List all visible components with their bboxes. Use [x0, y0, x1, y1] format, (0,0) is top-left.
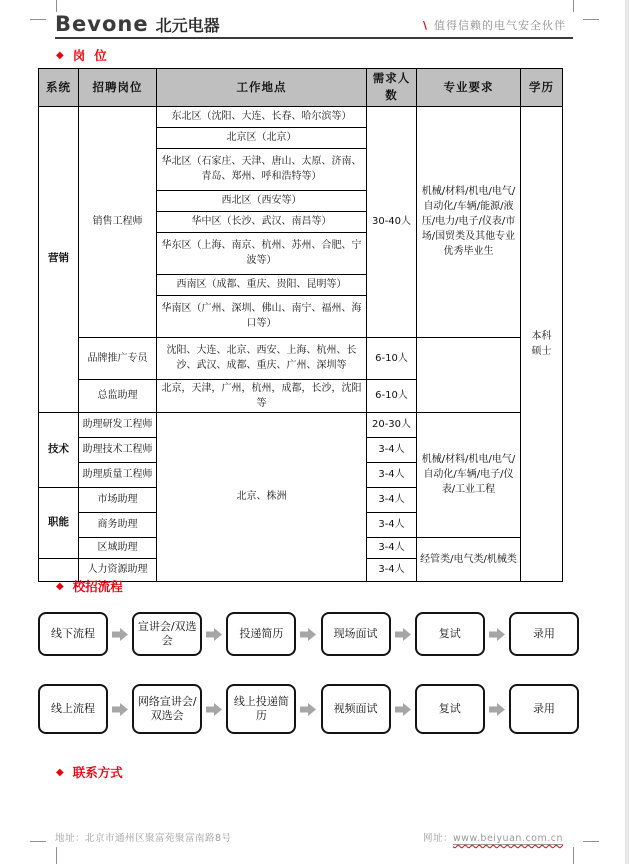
contact-title: 联系方式 — [72, 765, 123, 780]
col-header-major: 专业要求 — [417, 69, 521, 107]
table-row — [39, 106, 563, 127]
cell-system-tech: 技术 — [39, 412, 79, 487]
cell-location-tech-func: 北京、株洲 — [157, 412, 367, 581]
bevone-logo: Bevone — [55, 12, 149, 36]
cell-position-tech-eng: 助理技术工程师 — [79, 437, 157, 462]
crop-mark-top-left-h — [30, 19, 46, 20]
cell-headcount-rd: 20-30人 — [367, 412, 417, 437]
flow-step-label: 视频面试 — [333, 701, 378, 715]
col-header-system: 系统 — [39, 69, 79, 107]
cell-degree — [521, 106, 563, 581]
flow-step-offline-hire — [509, 612, 579, 656]
table-header-row — [39, 69, 563, 107]
cell-location-east: 华东区（上海、南京、杭州、苏州、合肥、宁波等） — [157, 232, 367, 274]
online-flow — [38, 684, 579, 734]
flow-step-label: 投递简历 — [239, 626, 284, 640]
cell-headcount-tech-eng: 3-4人 — [367, 437, 417, 462]
degree-line: 本科 — [531, 330, 552, 342]
degree-line: 硕士 — [531, 345, 552, 357]
arrow-right-icon — [300, 628, 316, 641]
footer-website — [423, 830, 563, 844]
jobs-table — [38, 68, 563, 582]
flow-step-label: 线上流程 — [51, 701, 95, 715]
cell-position-business: 商务助理 — [79, 512, 157, 537]
cell-position-market: 市场助理 — [79, 487, 157, 512]
cell-headcount-market: 3-4人 — [367, 487, 417, 512]
col-header-degree: 学历 — [521, 69, 563, 107]
cell-headcount-director: 6-10人 — [367, 379, 417, 412]
flow-step-offline-interview — [321, 612, 391, 656]
cell-major-empty — [417, 337, 521, 412]
flow-step-offline-resume — [226, 612, 296, 656]
diamond-icon: ◆ — [56, 766, 64, 778]
cell-system-marketing: 营销 — [39, 106, 79, 412]
arrow-right-icon — [489, 628, 505, 641]
flow-step-label: 线上投递简历 — [233, 694, 289, 722]
website-label: 网址： — [422, 833, 453, 844]
arrow-right-icon — [112, 628, 128, 641]
arrow-right-icon — [206, 703, 222, 716]
crop-mark-bottom-left-v — [56, 847, 57, 864]
table-row — [39, 412, 563, 437]
header-divider — [55, 37, 573, 39]
process-title: 校招流程 — [72, 579, 123, 594]
cell-location-beijing: 北京区（北京） — [157, 127, 367, 148]
cell-position-director: 总监助理 — [79, 379, 157, 412]
cell-location-north: 华北区（石家庄、天津、唐山、太原、济南、青岛、郑州、呼和浩特等） — [157, 148, 367, 190]
section-title-jobs — [56, 46, 116, 64]
cell-location-central: 华中区（长沙、武汉、南昌等） — [157, 211, 367, 232]
flow-step-online-resume — [226, 684, 296, 734]
cell-position-brand: 品牌推广专员 — [79, 337, 157, 379]
diamond-icon: ◆ — [56, 580, 64, 592]
arrow-right-icon — [395, 628, 411, 641]
flow-step-label: 复试 — [438, 701, 461, 715]
diamond-icon: ◆ — [56, 49, 64, 61]
flow-step-label: 录用 — [532, 701, 555, 715]
flow-step-online-start — [38, 684, 108, 734]
cell-headcount-quality: 3-4人 — [367, 462, 417, 487]
cell-location-southwest: 西南区（成都、重庆、贵阳、昆明等） — [157, 274, 367, 295]
arrow-right-icon — [489, 703, 505, 716]
flow-step-online-video-interview — [321, 684, 391, 734]
crop-mark-top-right-h — [583, 19, 599, 20]
cell-location-northwest: 西北区（西安等） — [157, 190, 367, 211]
cell-major-sales: 机械/材料/机电/电气/自动化/车辆/能源/液压/电力/电子/仪表/市场/国贸类及其他专业优秀毕业生 — [417, 106, 521, 337]
arrow-right-icon — [206, 628, 222, 641]
offline-flow — [38, 612, 579, 656]
cell-major-func: 经管类/电气类/机械类 — [417, 537, 521, 581]
cell-position-region: 区域助理 — [79, 537, 157, 558]
cell-location-south: 华南区（广州、深圳、佛山、南宁、福州、海口等） — [157, 295, 367, 337]
crop-mark-bottom-right-v — [573, 847, 574, 864]
flow-step-offline-start — [38, 612, 108, 656]
scrollbar[interactable] — [625, 0, 629, 864]
section-title-process — [56, 577, 123, 595]
arrow-right-icon — [300, 703, 316, 716]
crop-mark-top-right-v — [573, 0, 574, 12]
flow-step-online-hire — [509, 684, 579, 734]
slash-icon: \ — [422, 19, 428, 32]
flow-step-online-second-interview — [415, 684, 485, 734]
tagline — [423, 17, 566, 33]
cell-position-rd: 助理研发工程师 — [79, 412, 157, 437]
cell-system-func: 职能 — [39, 487, 79, 558]
cell-location-director: 北京，天津，广州，杭州，成都，长沙，沈阳等 — [157, 379, 367, 412]
col-header-location: 工作地点 — [157, 69, 367, 107]
col-header-headcount: 需求人数 — [367, 69, 417, 107]
flow-step-offline-fair — [132, 612, 202, 656]
footer-address: 地址：北京市通州区聚富苑聚富南路8号 — [55, 833, 232, 844]
jobs-title: 岗位 — [72, 48, 116, 63]
flow-step-online-fair — [132, 684, 202, 734]
cell-position-quality: 助理质量工程师 — [79, 462, 157, 487]
cell-headcount-hr: 3-4人 — [367, 558, 417, 581]
website-link[interactable]: www.beiyuan.com.cn — [452, 833, 563, 844]
cell-headcount-sales: 30-40人 — [367, 106, 417, 337]
cell-major-tech: 机械/材料/机电/电气/自动化/车辆/电子/仪表/工业工程 — [417, 412, 521, 537]
flow-step-label: 复试 — [438, 626, 461, 640]
flow-step-offline-second-interview — [415, 612, 485, 656]
flow-step-label: 线下流程 — [51, 626, 95, 640]
section-title-contact — [56, 763, 123, 781]
flow-step-label: 现场面试 — [333, 626, 378, 640]
table-row — [39, 337, 563, 379]
arrow-right-icon — [112, 703, 128, 716]
cell-headcount-brand: 6-10人 — [367, 337, 417, 379]
cell-location-brand: 沈阳、大连、北京、西安、上海、杭州、长沙、武汉、成都、重庆、广州、深圳等 — [157, 337, 367, 379]
cell-headcount-business: 3-4人 — [367, 512, 417, 537]
tagline-text: 值得信赖的电气安全伙伴 — [434, 19, 566, 32]
crop-mark-bottom-left-h — [30, 841, 46, 842]
arrow-right-icon — [395, 703, 411, 716]
flow-step-label: 录用 — [532, 626, 555, 640]
cell-location-northeast: 东北区（沈阳、大连、长春、哈尔滨等） — [157, 106, 367, 127]
cell-headcount-region: 3-4人 — [367, 537, 417, 558]
cell-position-sales: 销售工程师 — [79, 106, 157, 337]
col-header-position: 招聘岗位 — [79, 69, 157, 107]
company-name: 北元电器 — [155, 16, 220, 35]
flow-step-label: 网络宣讲会/双选会 — [137, 694, 197, 722]
crop-mark-top-left-v — [56, 0, 57, 12]
flow-step-label: 宣讲会/双选会 — [137, 619, 197, 647]
cell-position-hr: 人力资源助理 — [79, 558, 157, 581]
crop-mark-bottom-right-h — [583, 841, 599, 842]
